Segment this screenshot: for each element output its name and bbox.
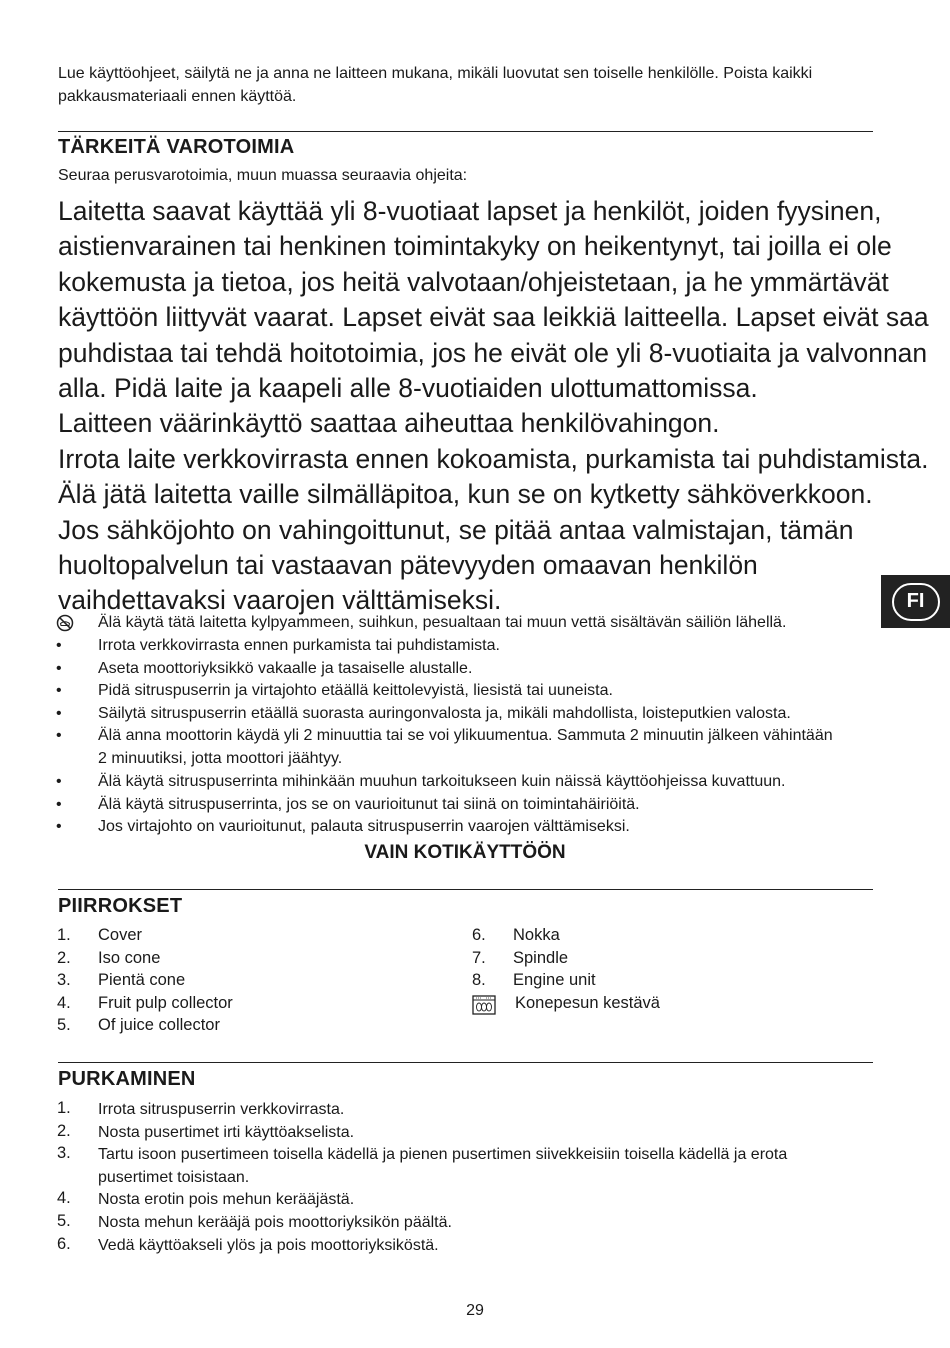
part-label: Pientä cone (98, 971, 186, 989)
home-use-notice: VAIN KOTIKÄYTTÖÖN (364, 842, 566, 863)
step-text: Irrota sitruspuserrin verkkovirrasta. (98, 1101, 345, 1118)
step-text: Tartu isoon pusertimeen toisella kädellä ja pienen pusertimen siivekkeisiin toisella kädellä ja erota pusertimet toisistaan. (98, 1146, 788, 1186)
safety-large-line: kokemusta ja tietoa, jos heitä valvotaan/ohjeistetaan, ja he ymmärtävät (58, 267, 889, 297)
step-number: 3. (57, 1144, 71, 1162)
bullet-point: • (56, 727, 62, 744)
step-number: 4. (57, 1189, 71, 1207)
disassembly-heading: PURKAMINEN (58, 1068, 196, 1090)
safety-subheading: Seuraa perusvarotoimia, muun muassa seuraavia ohjeita: (58, 167, 468, 184)
part-label: Iso cone (98, 949, 161, 967)
section-divider (58, 1062, 873, 1063)
part-number: 2. (57, 949, 71, 967)
safety-large-line: puhdistaa tai tehdä hoitotoimia, jos he eivät ole yli 8-vuotiaita ja valvonnan (58, 338, 928, 368)
safety-large-line: vaihdettavaksi vaarojen välttämiseksi. (58, 585, 502, 615)
bullet-text: Älä käytä sitruspuserrinta mihinkään muuhun tarkoitukseen kuin näissä käyttöohjeissa kuvattuun. (98, 773, 786, 790)
drawings-heading: PIIRROKSET (58, 895, 183, 917)
section-divider (58, 889, 873, 890)
step-number: 5. (57, 1212, 71, 1230)
safety-large-line: Irrota laite verkkovirrasta ennen kokoamista, purkamista tai puhdistamista. (58, 444, 929, 474)
language-code: FI (892, 583, 940, 621)
safety-large-line: Laitetta saavat käyttää yli 8-vuotiaat lapset ja henkilöt, joiden fyysinen, (58, 196, 882, 226)
step-number: 6. (57, 1235, 71, 1253)
bullet-text: Irrota verkkovirrasta ennen purkamista tai puhdistamista. (98, 637, 500, 654)
bullet-text: Pidä sitruspuserrin ja virtajohto etäällä keittolevyistä, liesistä tai uuneista. (98, 682, 613, 699)
part-label: Cover (98, 926, 143, 944)
bullet-text: Jos virtajohto on vaurioitunut, palauta sitruspuserrin vaarojen välttämiseksi. (98, 818, 630, 835)
bullet-point: • (56, 682, 62, 699)
intro-text: Lue käyttöohjeet, säilytä ne ja anna ne laitteen mukana, mikäli luovutat sen toiselle henkilölle. Poista kaikki pakkausmateriaali ennen käyttöä. (58, 65, 813, 105)
part-number: 5. (57, 1016, 71, 1034)
part-label: Engine unit (513, 971, 596, 989)
part-number: 6. (472, 926, 486, 944)
safety-large-line: huoltopalvelun tai vastaavan pätevyyden omaavan henkilön (58, 550, 758, 580)
bullet-point: • (56, 705, 62, 722)
safety-large-line: alla. Pidä laite ja kaapeli alle 8-vuotiaiden ulottumattomissa. (58, 373, 758, 403)
part-label: Spindle (513, 949, 569, 967)
safety-large-line: aistienvarainen tai henkinen toimintakyky on heikentynyt, tai joilla ei ole (58, 231, 892, 261)
part-number: 1. (57, 926, 71, 944)
part-number: 7. (472, 949, 486, 967)
step-number: 2. (57, 1122, 71, 1140)
dishwasher-label: Konepesun kestävä (515, 994, 660, 1012)
part-label: Fruit pulp collector (98, 994, 233, 1012)
bullet-point: • (56, 796, 62, 813)
bullet-point: • (56, 773, 62, 790)
bullet-text: Älä anna moottorin käydä yli 2 minuuttia tai se voi ylikuumentua. Sammuta 2 minuutin jälkeen vähintään 2 minuutiksi, jotta moottori jäähtyy. (98, 727, 833, 767)
bullet-point: • (56, 637, 62, 654)
safety-large-line: Laitteen väärinkäyttö saattaa aiheuttaa henkilövahingon. (58, 408, 720, 438)
part-label: Nokka (513, 926, 560, 944)
step-number: 1. (57, 1099, 71, 1117)
part-number: 8. (472, 971, 486, 989)
language-tab (881, 575, 950, 628)
bath-warning-text: Älä käytä tätä laitetta kylpyammeen, suihkun, pesualtaan tai muun vettä sisältävän säiliön lähellä. (98, 614, 787, 631)
page-number: 29 (466, 1302, 484, 1319)
part-label: Of juice collector (98, 1016, 220, 1034)
bullet-point: • (56, 818, 62, 835)
bullet-text: Älä käytä sitruspuserrinta, jos se on vaurioitunut tai siinä on toimintahäiriöitä. (98, 796, 640, 813)
bullet-text: Aseta moottoriyksikkö vakaalle ja tasaiselle alustalle. (98, 660, 473, 677)
step-text: Vedä käyttöakseli ylös ja pois moottoriyksiköstä. (98, 1237, 439, 1254)
bullet-text: Säilytä sitruspuserrin etäällä suorasta auringonvalosta ja, mikäli mahdollista, loisteputkien valosta. (98, 705, 791, 722)
bullet-point: • (56, 660, 62, 677)
safety-large-line: Jos sähköjohto on vahingoittunut, se pitää antaa valmistajan, tämän (58, 515, 854, 545)
part-number: 3. (57, 971, 71, 989)
step-text: Nosta erotin pois mehun kerääjästä. (98, 1191, 355, 1208)
safety-large-line: Älä jätä laitetta vaille silmälläpitoa, kun se on kytketty sähköverkkoon. (58, 479, 873, 509)
safety-large-line: käyttöön liittyvät vaarat. Lapset eivät saa leikkiä laitteella. Lapset eivät saa (58, 302, 929, 332)
no-bath-icon (56, 614, 74, 632)
dishwasher-icon (472, 995, 496, 1015)
part-number: 4. (57, 994, 71, 1012)
section-divider (58, 131, 873, 132)
safety-heading: TÄRKEITÄ VAROTOIMIA (58, 136, 295, 158)
step-text: Nosta mehun kerääjä pois moottoriyksikön päältä. (98, 1214, 452, 1231)
step-text: Nosta pusertimet irti käyttöakselista. (98, 1124, 355, 1141)
